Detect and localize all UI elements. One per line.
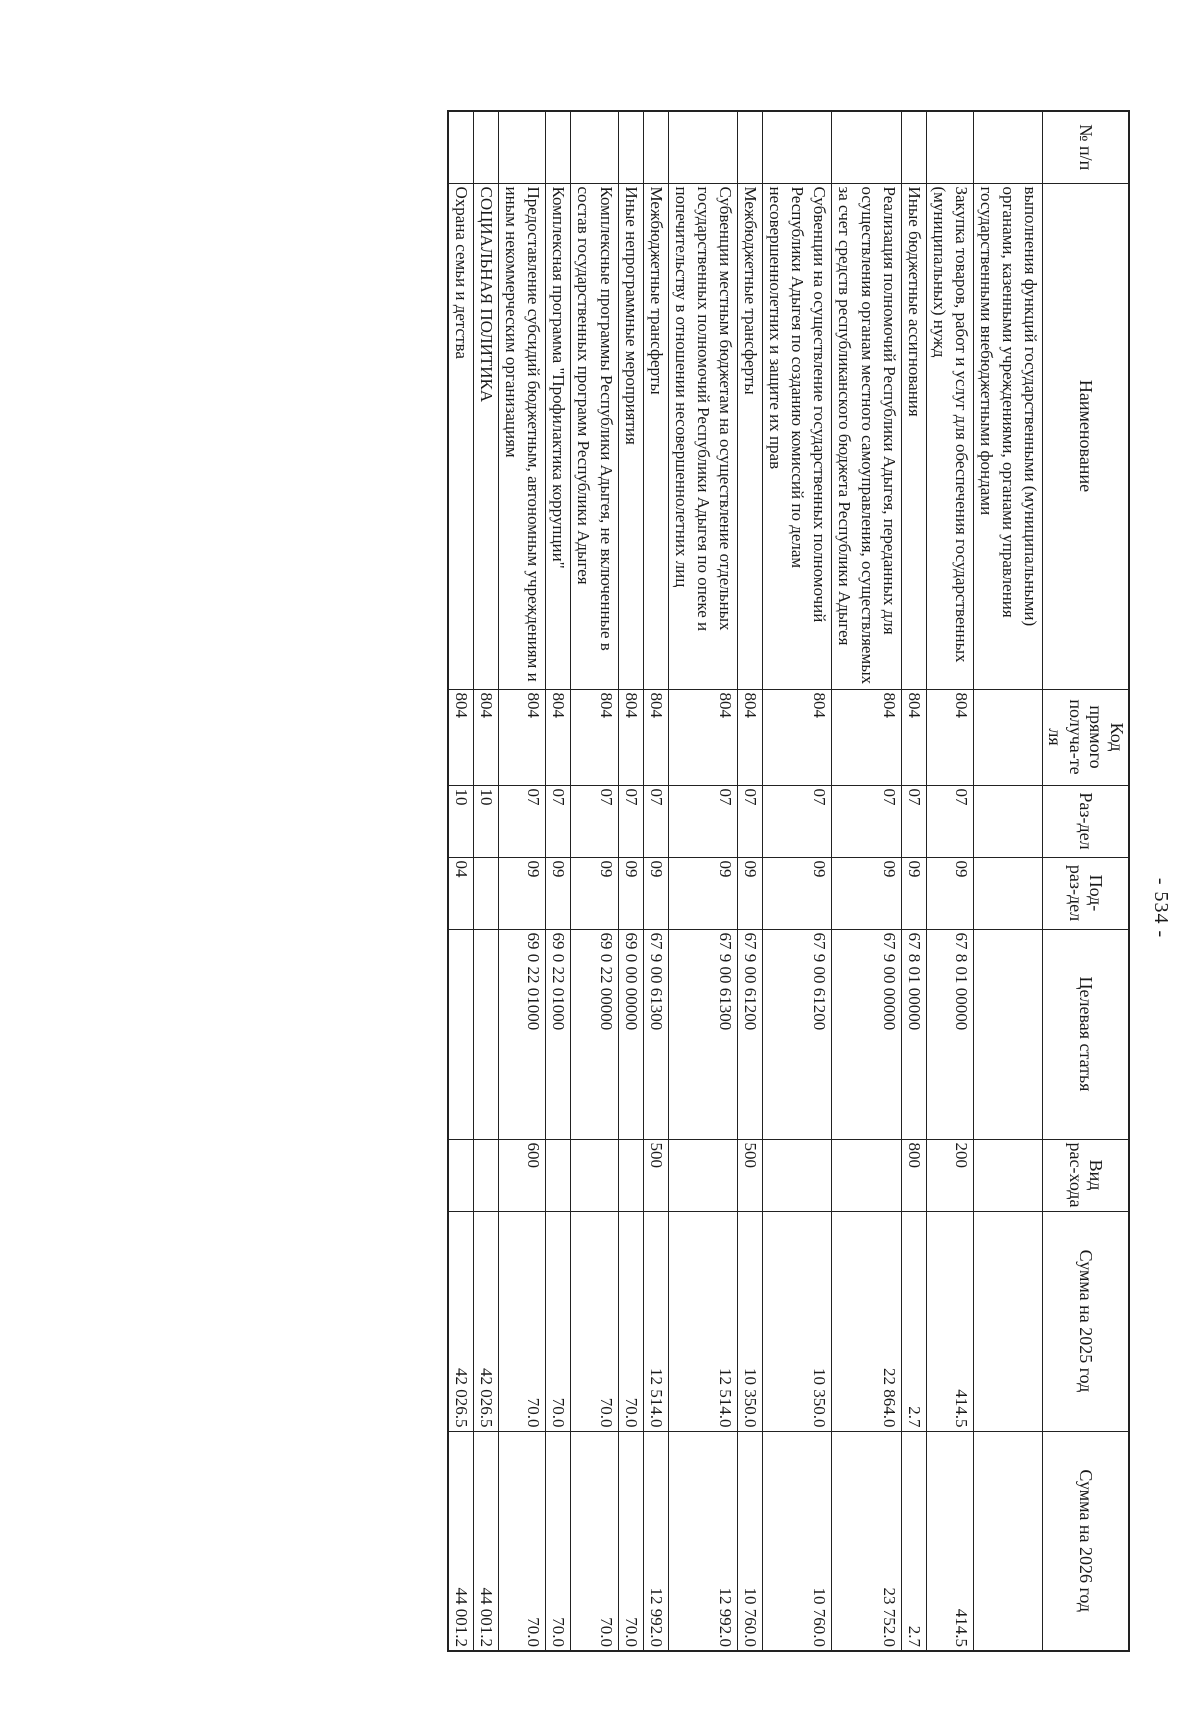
cell-sum-2026: 70.0 [499, 1431, 546, 1651]
cell-subsection: 09 [618, 857, 643, 929]
cell-section: 07 [643, 785, 668, 857]
cell-recipient-code: 804 [926, 689, 973, 785]
cell-recipient-code: 804 [832, 689, 901, 785]
cell-name: Охрана семьи и детства [448, 183, 474, 689]
table-row [668, 111, 737, 1651]
cell-target-item: 67 8 01 00000 [901, 929, 926, 1139]
cell-sum-2026: 44 001.2 [448, 1431, 474, 1651]
cell-sum-2025: 70.0 [571, 1211, 618, 1431]
cell-subsection: 09 [763, 857, 832, 929]
cell-target-item [474, 929, 499, 1139]
cell-target-item: 67 9 00 61200 [738, 929, 763, 1139]
cell-name: Комплексная программа "Профилактика коррупции" [546, 183, 571, 689]
cell-recipient-code: 804 [738, 689, 763, 785]
cell-num [474, 111, 499, 183]
cell-expense-type: 200 [926, 1139, 973, 1211]
budget-table [447, 110, 1130, 1652]
cell-recipient-code: 804 [499, 689, 546, 785]
cell-expense-type [763, 1139, 832, 1211]
rotated-content [64, 92, 1180, 1724]
cell-section: 10 [474, 785, 499, 857]
cell-sum-2025: 414.5 [926, 1211, 973, 1431]
cell-recipient-code: 804 [474, 689, 499, 785]
cell-target-item: 69 0 00 00000 [618, 929, 643, 1139]
cell-recipient-code: 804 [618, 689, 643, 785]
cell-name: Реализация полномочий Республики Адыгея, переданных для осуществления органам местного самоуправления, осуществляемых за счет средств республиканского бюджета Республики Адыгея [832, 183, 901, 689]
header-sum-2025: Сумма на 2025 год [1043, 1211, 1129, 1431]
cell-target-item: 69 0 22 01000 [546, 929, 571, 1139]
cell-expense-type [546, 1139, 571, 1211]
cell-expense-type [668, 1139, 737, 1211]
cell-target-item: 69 0 22 01000 [499, 929, 546, 1139]
cell-sum-2026: 44 001.2 [474, 1431, 499, 1651]
table-row [448, 111, 474, 1651]
cell-expense-type [448, 1139, 474, 1211]
cell-subsection: 09 [832, 857, 901, 929]
cell-expense-type: 500 [643, 1139, 668, 1211]
cell-name: Иные непрограммные мероприятия [618, 183, 643, 689]
cell-name: Закупка товаров, работ и услуг для обеспечения государственных (муниципальных) нужд [926, 183, 973, 689]
cell-name: Комплексные программы Республики Адыгея, не включенные в состав государственных программ Республики Адыгея [571, 183, 618, 689]
cell-sum-2025: 12 514.0 [668, 1211, 737, 1431]
cell-sum-2026: 12 992.0 [643, 1431, 668, 1651]
table-row [926, 111, 973, 1651]
cell-name: СОЦИАЛЬНАЯ ПОЛИТИКА [474, 183, 499, 689]
cell-num [546, 111, 571, 183]
cell-sum-2026: 2.7 [901, 1431, 926, 1651]
cell-sum-2025: 42 026.5 [448, 1211, 474, 1431]
cell-subsection: 09 [571, 857, 618, 929]
cell-section: 07 [832, 785, 901, 857]
table-row [499, 111, 546, 1651]
cell-sum-2026: 10 760.0 [738, 1431, 763, 1651]
cell-expense-type [973, 1139, 1042, 1211]
header-recipient-code: Код прямого получа-те ля [1043, 689, 1129, 785]
table-row [643, 111, 668, 1651]
cell-section: 07 [738, 785, 763, 857]
cell-sum-2026 [973, 1431, 1042, 1651]
cell-name: Субвенции местным бюджетам на осуществление отдельных государственных полномочий Республики Адыгея по опеке и попечительству в отношении несовершеннолетних лиц [668, 183, 737, 689]
header-name: Наименование [1043, 183, 1129, 689]
cell-expense-type [832, 1139, 901, 1211]
cell-target-item [973, 929, 1042, 1139]
table-row [474, 111, 499, 1651]
cell-sum-2025: 10 350.0 [763, 1211, 832, 1431]
cell-num [738, 111, 763, 183]
cell-num [448, 111, 474, 183]
table-row [738, 111, 763, 1651]
header-section: Раз-дел [1043, 785, 1129, 857]
table-body [448, 111, 1043, 1651]
cell-sum-2026: 70.0 [571, 1431, 618, 1651]
cell-target-item [448, 929, 474, 1139]
cell-name: Межбюджетные трансферты [738, 183, 763, 689]
cell-name: Субвенции на осуществление государственных полномочий Республики Адыгея по созданию комиссий по делам несовершеннолетних и защите их прав [763, 183, 832, 689]
table-row [546, 111, 571, 1651]
cell-recipient-code [973, 689, 1042, 785]
cell-sum-2025: 70.0 [546, 1211, 571, 1431]
cell-sum-2025: 10 350.0 [738, 1211, 763, 1431]
cell-section: 07 [546, 785, 571, 857]
cell-num [643, 111, 668, 183]
cell-name: Предоставление субсидий бюджетным, автономным учреждениям и иным некоммерческим организациям [499, 183, 546, 689]
cell-num [668, 111, 737, 183]
cell-sum-2025: 2.7 [901, 1211, 926, 1431]
header-sum-2026: Сумма на 2026 год [1043, 1431, 1129, 1651]
table-header-row [1043, 111, 1129, 1651]
cell-num [901, 111, 926, 183]
cell-name: Межбюджетные трансферты [643, 183, 668, 689]
table-row [571, 111, 618, 1651]
cell-target-item: 69 0 22 00000 [571, 929, 618, 1139]
cell-recipient-code: 804 [571, 689, 618, 785]
cell-sum-2025: 22 864.0 [832, 1211, 901, 1431]
cell-expense-type: 800 [901, 1139, 926, 1211]
cell-section: 07 [571, 785, 618, 857]
cell-num [763, 111, 832, 183]
cell-subsection [973, 857, 1042, 929]
cell-expense-type: 500 [738, 1139, 763, 1211]
page-number: - 534 - [1150, 877, 1172, 939]
cell-section: 07 [668, 785, 737, 857]
cell-section: 07 [618, 785, 643, 857]
cell-num [571, 111, 618, 183]
cell-subsection: 09 [546, 857, 571, 929]
cell-section: 07 [499, 785, 546, 857]
cell-expense-type [474, 1139, 499, 1211]
cell-recipient-code: 804 [643, 689, 668, 785]
table-row [973, 111, 1042, 1651]
cell-subsection: 04 [448, 857, 474, 929]
table-row [901, 111, 926, 1651]
cell-target-item: 67 9 00 61300 [668, 929, 737, 1139]
cell-subsection: 09 [668, 857, 737, 929]
cell-recipient-code: 804 [448, 689, 474, 785]
cell-target-item: 67 9 00 61300 [643, 929, 668, 1139]
header-num: № п/п [1043, 111, 1129, 183]
cell-section [973, 785, 1042, 857]
cell-sum-2026: 70.0 [546, 1431, 571, 1651]
cell-sum-2025: 70.0 [618, 1211, 643, 1431]
header-subsection: Под-раз-дел [1043, 857, 1129, 929]
cell-num [832, 111, 901, 183]
cell-subsection: 09 [738, 857, 763, 929]
cell-subsection: 09 [499, 857, 546, 929]
cell-expense-type: 600 [499, 1139, 546, 1211]
header-target-item: Целевая статья [1043, 929, 1129, 1139]
cell-num [926, 111, 973, 183]
cell-sum-2026: 23 752.0 [832, 1431, 901, 1651]
header-expense-type: Вид рас-хода [1043, 1139, 1129, 1211]
cell-expense-type [618, 1139, 643, 1211]
cell-sum-2025: 70.0 [499, 1211, 546, 1431]
cell-sum-2025 [973, 1211, 1042, 1431]
cell-target-item: 67 8 01 00000 [926, 929, 973, 1139]
cell-sum-2025: 12 514.0 [643, 1211, 668, 1431]
cell-sum-2026: 10 760.0 [763, 1431, 832, 1651]
cell-target-item: 67 9 00 61200 [763, 929, 832, 1139]
cell-sum-2026: 70.0 [618, 1431, 643, 1651]
cell-num [499, 111, 546, 183]
cell-section: 07 [926, 785, 973, 857]
cell-num [973, 111, 1042, 183]
cell-section: 07 [901, 785, 926, 857]
table-row [832, 111, 901, 1651]
cell-section: 07 [763, 785, 832, 857]
cell-subsection: 09 [926, 857, 973, 929]
cell-subsection: 09 [643, 857, 668, 929]
cell-num [618, 111, 643, 183]
cell-subsection [474, 857, 499, 929]
table-row [763, 111, 832, 1651]
table-row [618, 111, 643, 1651]
cell-sum-2026: 12 992.0 [668, 1431, 737, 1651]
cell-name: выполнения функций государственными (муниципальными) органами, казенными учреждениями, органами управления государственными внебюджетными фондами [973, 183, 1042, 689]
cell-expense-type [571, 1139, 618, 1211]
cell-recipient-code: 804 [901, 689, 926, 785]
cell-recipient-code: 804 [763, 689, 832, 785]
cell-target-item: 67 9 00 00000 [832, 929, 901, 1139]
cell-name: Иные бюджетные ассигнования [901, 183, 926, 689]
cell-recipient-code: 804 [546, 689, 571, 785]
cell-subsection: 09 [901, 857, 926, 929]
cell-recipient-code: 804 [668, 689, 737, 785]
cell-section: 10 [448, 785, 474, 857]
cell-sum-2025: 42 026.5 [474, 1211, 499, 1431]
cell-sum-2026: 414.5 [926, 1431, 973, 1651]
